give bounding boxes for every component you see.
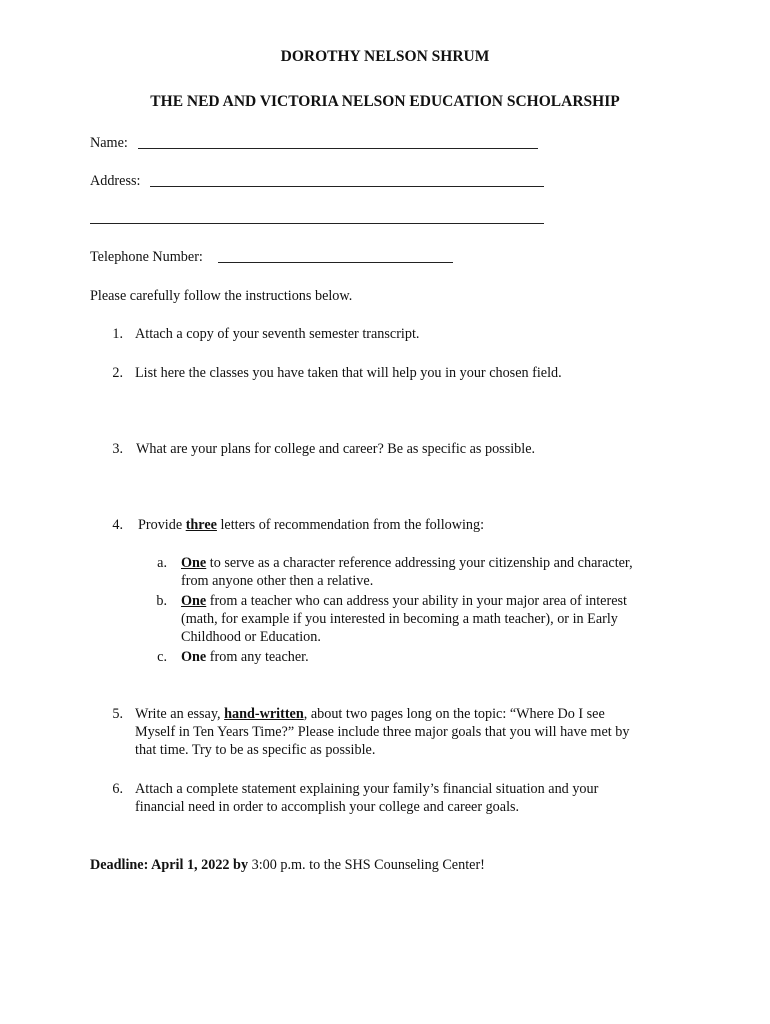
item-2-text: List here the classes you have taken that will help you in your chosen field. [135,365,562,381]
item-5-pre: Write an essay, [135,706,225,722]
item-4-emphasis: three [185,517,217,533]
address-label: Address: [90,173,141,189]
item-number: 5. [112,706,123,722]
document-title: DOROTHY NELSON SHRUM [280,48,490,65]
sub-item-b-line2: (math, for example if you interested in becoming a math teacher), or in Early [181,611,618,627]
address-field-line-1[interactable] [150,186,544,187]
sub-item-c-emphasis: One [181,649,207,665]
item-number: 2. [112,365,123,381]
document-subtitle: THE NED AND VICTORIA NELSON EDUCATION SCHOLARSHIP [150,93,620,110]
sub-item-a-emphasis: One [181,555,207,571]
item-4-pre: Provide [138,517,186,533]
instructions-intro: Please carefully follow the instructions below. [90,288,353,304]
deadline [90,856,485,874]
sub-item-letter: a. [157,555,167,571]
sub-item-c-text: from any teacher. [206,649,309,665]
item-5-post: , about two pages long on the topic: “Where Do I see [303,706,605,722]
item-number: 6. [112,781,123,797]
item-5-emphasis: hand-written [224,706,304,722]
sub-item-b-text: from a teacher who can address your ability in your major area of interest [206,593,627,609]
deadline-label: Deadline: April 1, 2022 by [90,857,249,873]
sub-item-c-line1 [181,648,309,666]
item-4-post: letters of recommendation from the following: [216,517,485,533]
sub-item-a-line1 [181,554,633,572]
item-number: 4. [112,517,123,533]
item-6-line2: financial need in order to accomplish your college and career goals. [135,799,520,815]
item-6-line1: Attach a complete statement explaining your family’s financial situation and your [135,781,599,797]
item-number: 1. [112,326,123,342]
item-4-text [138,516,484,534]
sub-item-b-line1 [181,592,627,610]
sub-item-letter: c. [157,649,167,665]
sub-item-a-line2: from anyone other then a relative. [181,573,374,589]
item-number: 3. [112,441,123,457]
item-5-line3: that time. Try to be as specific as possible. [135,742,376,758]
sub-item-b-line3: Childhood or Education. [181,629,321,645]
sub-item-a-text: to serve as a character reference addressing your citizenship and character, [206,555,633,571]
item-5-line2: Myself in Ten Years Time?” Please include three major goals that you will have met by [135,724,630,740]
address-field-line-2[interactable] [90,223,544,224]
item-5-line1 [135,705,605,723]
deadline-text: 3:00 p.m. to the SHS Counseling Center! [248,857,485,873]
telephone-field[interactable] [218,262,453,263]
name-field[interactable] [138,148,538,149]
item-1-text: Attach a copy of your seventh semester transcript. [135,326,420,342]
telephone-label: Telephone Number: [90,249,203,265]
sub-item-b-emphasis: One [181,593,207,609]
sub-item-letter: b. [156,593,167,609]
item-3-text: What are your plans for college and career? Be as specific as possible. [136,441,536,457]
name-label: Name: [90,135,128,151]
